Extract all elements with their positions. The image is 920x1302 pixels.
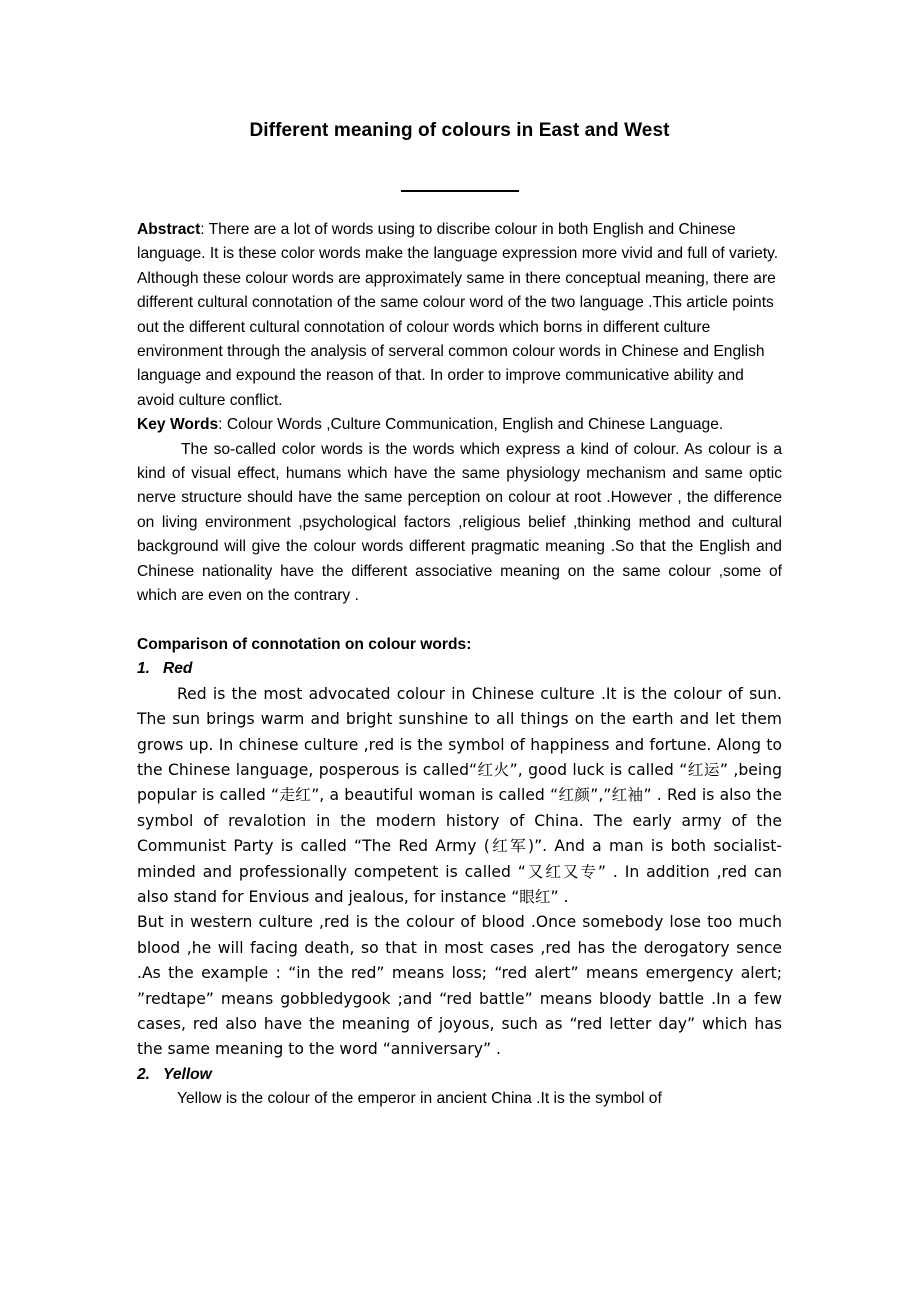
intro-paragraph: [137, 438, 782, 609]
abstract-separator: :: [200, 221, 209, 238]
section-heading-red: [137, 657, 782, 681]
red-paragraph-2: [137, 910, 782, 1062]
yellow-paragraph-1: [137, 1087, 782, 1111]
intro-paragraph-text: The so-called color words is the words which express a kind of colour. As colour is a kind of visual effect, humans which have the same physiology mechanism and same optic nerve structure should have the same perception on colour at root .However , the difference on living environment ,psychological factors ,religious belief ,thinking method and cultural background will give the colour words different pragmatic meaning .So that the English and Chinese nationality have the different associative meaning on the same colour ,some of which are even on the contrary .: [137, 440, 782, 605]
document-content: [137, 0, 782, 1112]
abstract-paragraph: [137, 218, 782, 413]
section-number-yellow: 2.: [137, 1065, 151, 1083]
paragraph-spacer: [137, 609, 782, 633]
section-heading-yellow: [137, 1063, 782, 1087]
abstract-block: [137, 218, 782, 413]
section-number-red: 1.: [137, 660, 151, 678]
horizontal-rule-icon: [401, 190, 519, 192]
keywords-body: Colour Words ,Culture Communication, English and Chinese Language.: [226, 416, 724, 434]
abstract-body: There are a lot of words using to discribe colour in both English and Chinese language. It is these color words make the language expression more vivid and full of variety. Although these colour words are approximately same in there conceptual meaning, there are different cultural connotation of the same colour word of the two language .This article points out the different cultural connotation of colour words which borns in different culture environment through the analysis of serveral common colour words in Chinese and English language and expound the reason of that. In order to improve communicative ability and avoid culture conflict.: [137, 221, 779, 409]
abstract-label: Abstract: [137, 221, 201, 238]
section-title-red: Red: [163, 660, 193, 678]
red-paragraph-2-text: But in western culture ,red is the colour of blood .Once somebody lose too much blood ,he will facing death, so that in most cases ,red has the derogatory sence .As the example : “in the red” means loss; “red alert” means emergency alert; ”redtape” means gobbledygook ;and “red battle” means bloody battle .In a few cases, red also have the meaning of joyous, such as “red letter day” which has the same meaning to the word “anniversary” .: [137, 913, 782, 1059]
section-title-yellow: Yellow: [163, 1065, 212, 1083]
yellow-paragraph-1-text: Yellow is the colour of the emperor in ancient China .It is the symbol of: [177, 1090, 662, 1108]
keywords-separator: :: [218, 416, 227, 434]
red-paragraph-1: [137, 682, 782, 911]
title-divider: [137, 190, 782, 208]
red-paragraph-1-text: Red is the most advocated colour in Chinese culture .It is the colour of sun. The sun brings warm and bright sunshine to all things on the earth and let them grows up. In chinese culture ,red is the symbol of happiness and fortune. Along to the Chinese language, posperous is called“红火”, good luck is called “红运” ,being popular is called “走红”, a beautiful woman is called “红颜”,”红袖” . Red is also the symbol of revalotion in the modern history of China. The early army of the Communist Party is called “The Red Army (红军)”. And a man is both socialist-minded and professionally competent is called “又红又专” . In addition ,red can also stand for Envious and jealous, for instance “眼红” .: [137, 684, 782, 906]
page-title: Different meaning of colours in East and West: [249, 120, 670, 141]
comparison-heading: Comparison of connotation on colour words:: [137, 635, 472, 653]
keywords-paragraph: [137, 413, 782, 437]
keywords-label: Key Words: [137, 416, 219, 434]
